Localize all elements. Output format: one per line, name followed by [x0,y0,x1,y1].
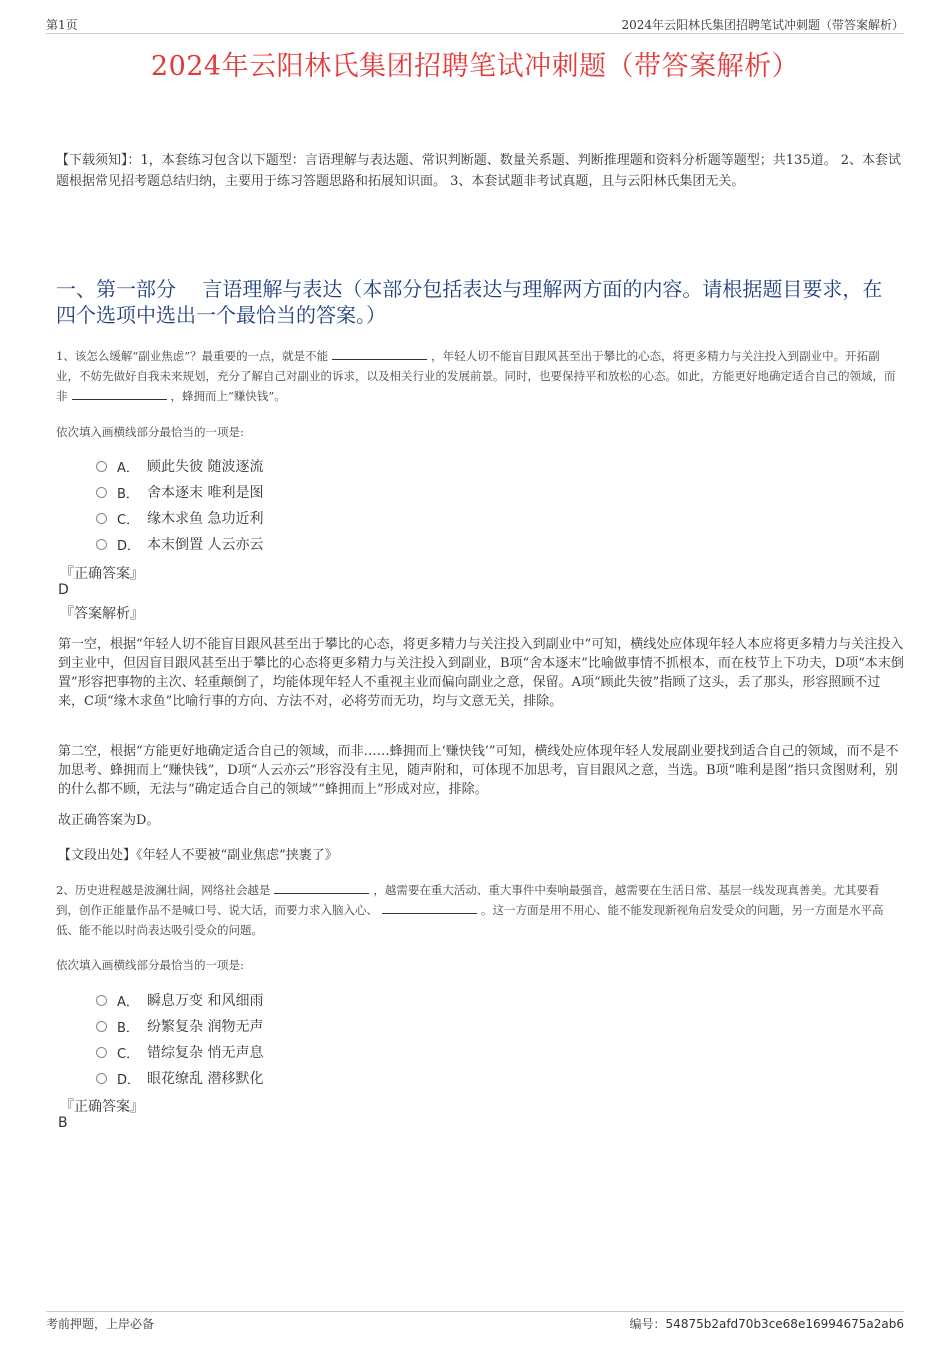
footer-divider [46,1311,904,1312]
text-source: 【文段出处】《年轻人不要被“副业焦虑”挟裹了》 [58,848,338,863]
header-divider [46,33,904,34]
answer-value: D [58,582,69,598]
question-2-option-a[interactable]: A． 瞬息万变 和风细雨 [96,990,263,1010]
fill-blank [332,347,427,360]
radio-icon[interactable] [96,539,107,550]
footer-code: 编号：54875b2afd70b3ce68e16994675a2ab6 [629,1317,904,1331]
answer-label: 『正确答案』 [60,566,144,582]
question-2-option-c[interactable]: C． 错综复杂 悄无声息 [96,1042,263,1062]
analysis-paragraph-1: 第一空，根据“年轻人切不能盲目跟风甚至出于攀比的心态，将更多精力与关注投入到副业中”可知，横线处应体现年轻人本应将更多精力与关注投入到主业中，但因盲目跟风甚至出于攀比的心态将更多精力与关注投入到副业，B项“舍本逐末”比喻做事情不抓根本，而在枝节上下功夫，D项“本末倒置”形容把事物的主次、轻重颠倒了，均能体现年轻人不重视主业而偏向副业之意，保留。A项“顾此失彼”指顾了这头，丢了那头，形容照顾不过来，C项“缘木求鱼”比喻行事的方向、方法不对，必将劳而无功，均与文意无关，排除。 [58,637,904,709]
question-1-option-b[interactable]: B． 舍本逐末 唯利是图 [96,482,263,502]
question-1-option-c[interactable]: C． 缘木求鱼 急功近利 [96,508,263,528]
question-2-prompt: 依次填入画横线部分最恰当的一项是: [56,958,244,972]
analysis-conclusion: 故正确答案为D。 [58,813,160,828]
question-2-text: 2、历史进程越是波澜壮阔，网络社会越是 ，越需要在重大活动、重大事件中奏响最强音，越需要在生活日常、基层一线发现真善美。尤其要看到，创作正能量作品不是喊口号、说大话，而要力求入脑入心、 。这一方面是用不用心、能不能发现新视角启发受众的问题，另一方面是水平高低、能不能以时尚表达吸引受众的问题。 [56,883,884,937]
analysis-label: 『答案解析』 [60,606,144,622]
radio-icon[interactable] [96,1047,107,1058]
fill-blank [274,881,369,894]
answer-label: 『正确答案』 [60,1099,144,1115]
header-doc-title: 2024年云阳林氏集团招聘笔试冲刺题（带答案解析） [621,18,904,32]
radio-icon[interactable] [96,461,107,472]
question-1-text: 1、该怎么缓解“副业焦虑”？最重要的一点，就是不能 ，年轻人切不能盲目跟风甚至出于攀比的心态，将更多精力与关注投入到副业中。开拓副业，不妨先做好自我未来规划，充分了解自己对副业的诉求，以及相关行业的发展前景。同时，也要保持平和放松的心态。如此，方能更好地确定适合自己的领域，而非 ，蜂拥而上“赚快钱”。 [56,349,896,403]
question-2-option-d[interactable]: D． 眼花缭乱 潜移默化 [96,1068,263,1088]
page-title: 2024年云阳林氏集团招聘笔试冲刺题（带答案解析） [150,51,800,82]
question-1-option-a[interactable]: A． 顾此失彼 随波逐流 [96,456,263,476]
radio-icon[interactable] [96,1021,107,1032]
fill-blank [382,901,477,914]
footer-slogan: 考前押题，上岸必备 [46,1317,155,1331]
question-2-option-b[interactable]: B． 纷繁复杂 润物无声 [96,1016,263,1036]
answer-value: B [58,1115,68,1131]
radio-icon[interactable] [96,995,107,1006]
radio-icon[interactable] [96,513,107,524]
radio-icon[interactable] [96,1073,107,1084]
fill-blank [72,387,167,400]
page-number: 第1页 [46,18,78,32]
section-heading: 一、第一部分 言语理解与表达（本部分包括表达与理解两方面的内容。请根据题目要求，在四个选项中选出一个最恰当的答案。） [56,277,883,327]
question-1-option-d[interactable]: D． 本末倒置 人云亦云 [96,534,263,554]
question-1-prompt: 依次填入画横线部分最恰当的一项是: [56,425,244,439]
download-notice: 【下载须知】：1，本套练习包含以下题型：言语理解与表达题、常识判断题、数量关系题、判断推理题和资料分析题等题型；共135道。 2、本套试题根据常见招考题总结归纳，主要用于练习答题思路和拓展知识面。 3、本套试题非考试真题，且与云阳林氏集团无关。 [56,153,901,189]
radio-icon[interactable] [96,487,107,498]
analysis-paragraph-2: 第二空，根据“方能更好地确定适合自己的领域，而非……蜂拥而上‘赚快钱’”可知，横线处应体现年轻人发展副业要找到适合自己的领域，而不是不加思考、蜂拥而上“赚快钱”，D项“人云亦云”形容没有主见，随声附和，可体现不加思考，盲目跟风之意，当选。B项“唯利是图”指只贪图财利，别的什么都不顾，无法与“确定适合自己的领域”“蜂拥而上”形成对应，排除。 [58,744,899,797]
